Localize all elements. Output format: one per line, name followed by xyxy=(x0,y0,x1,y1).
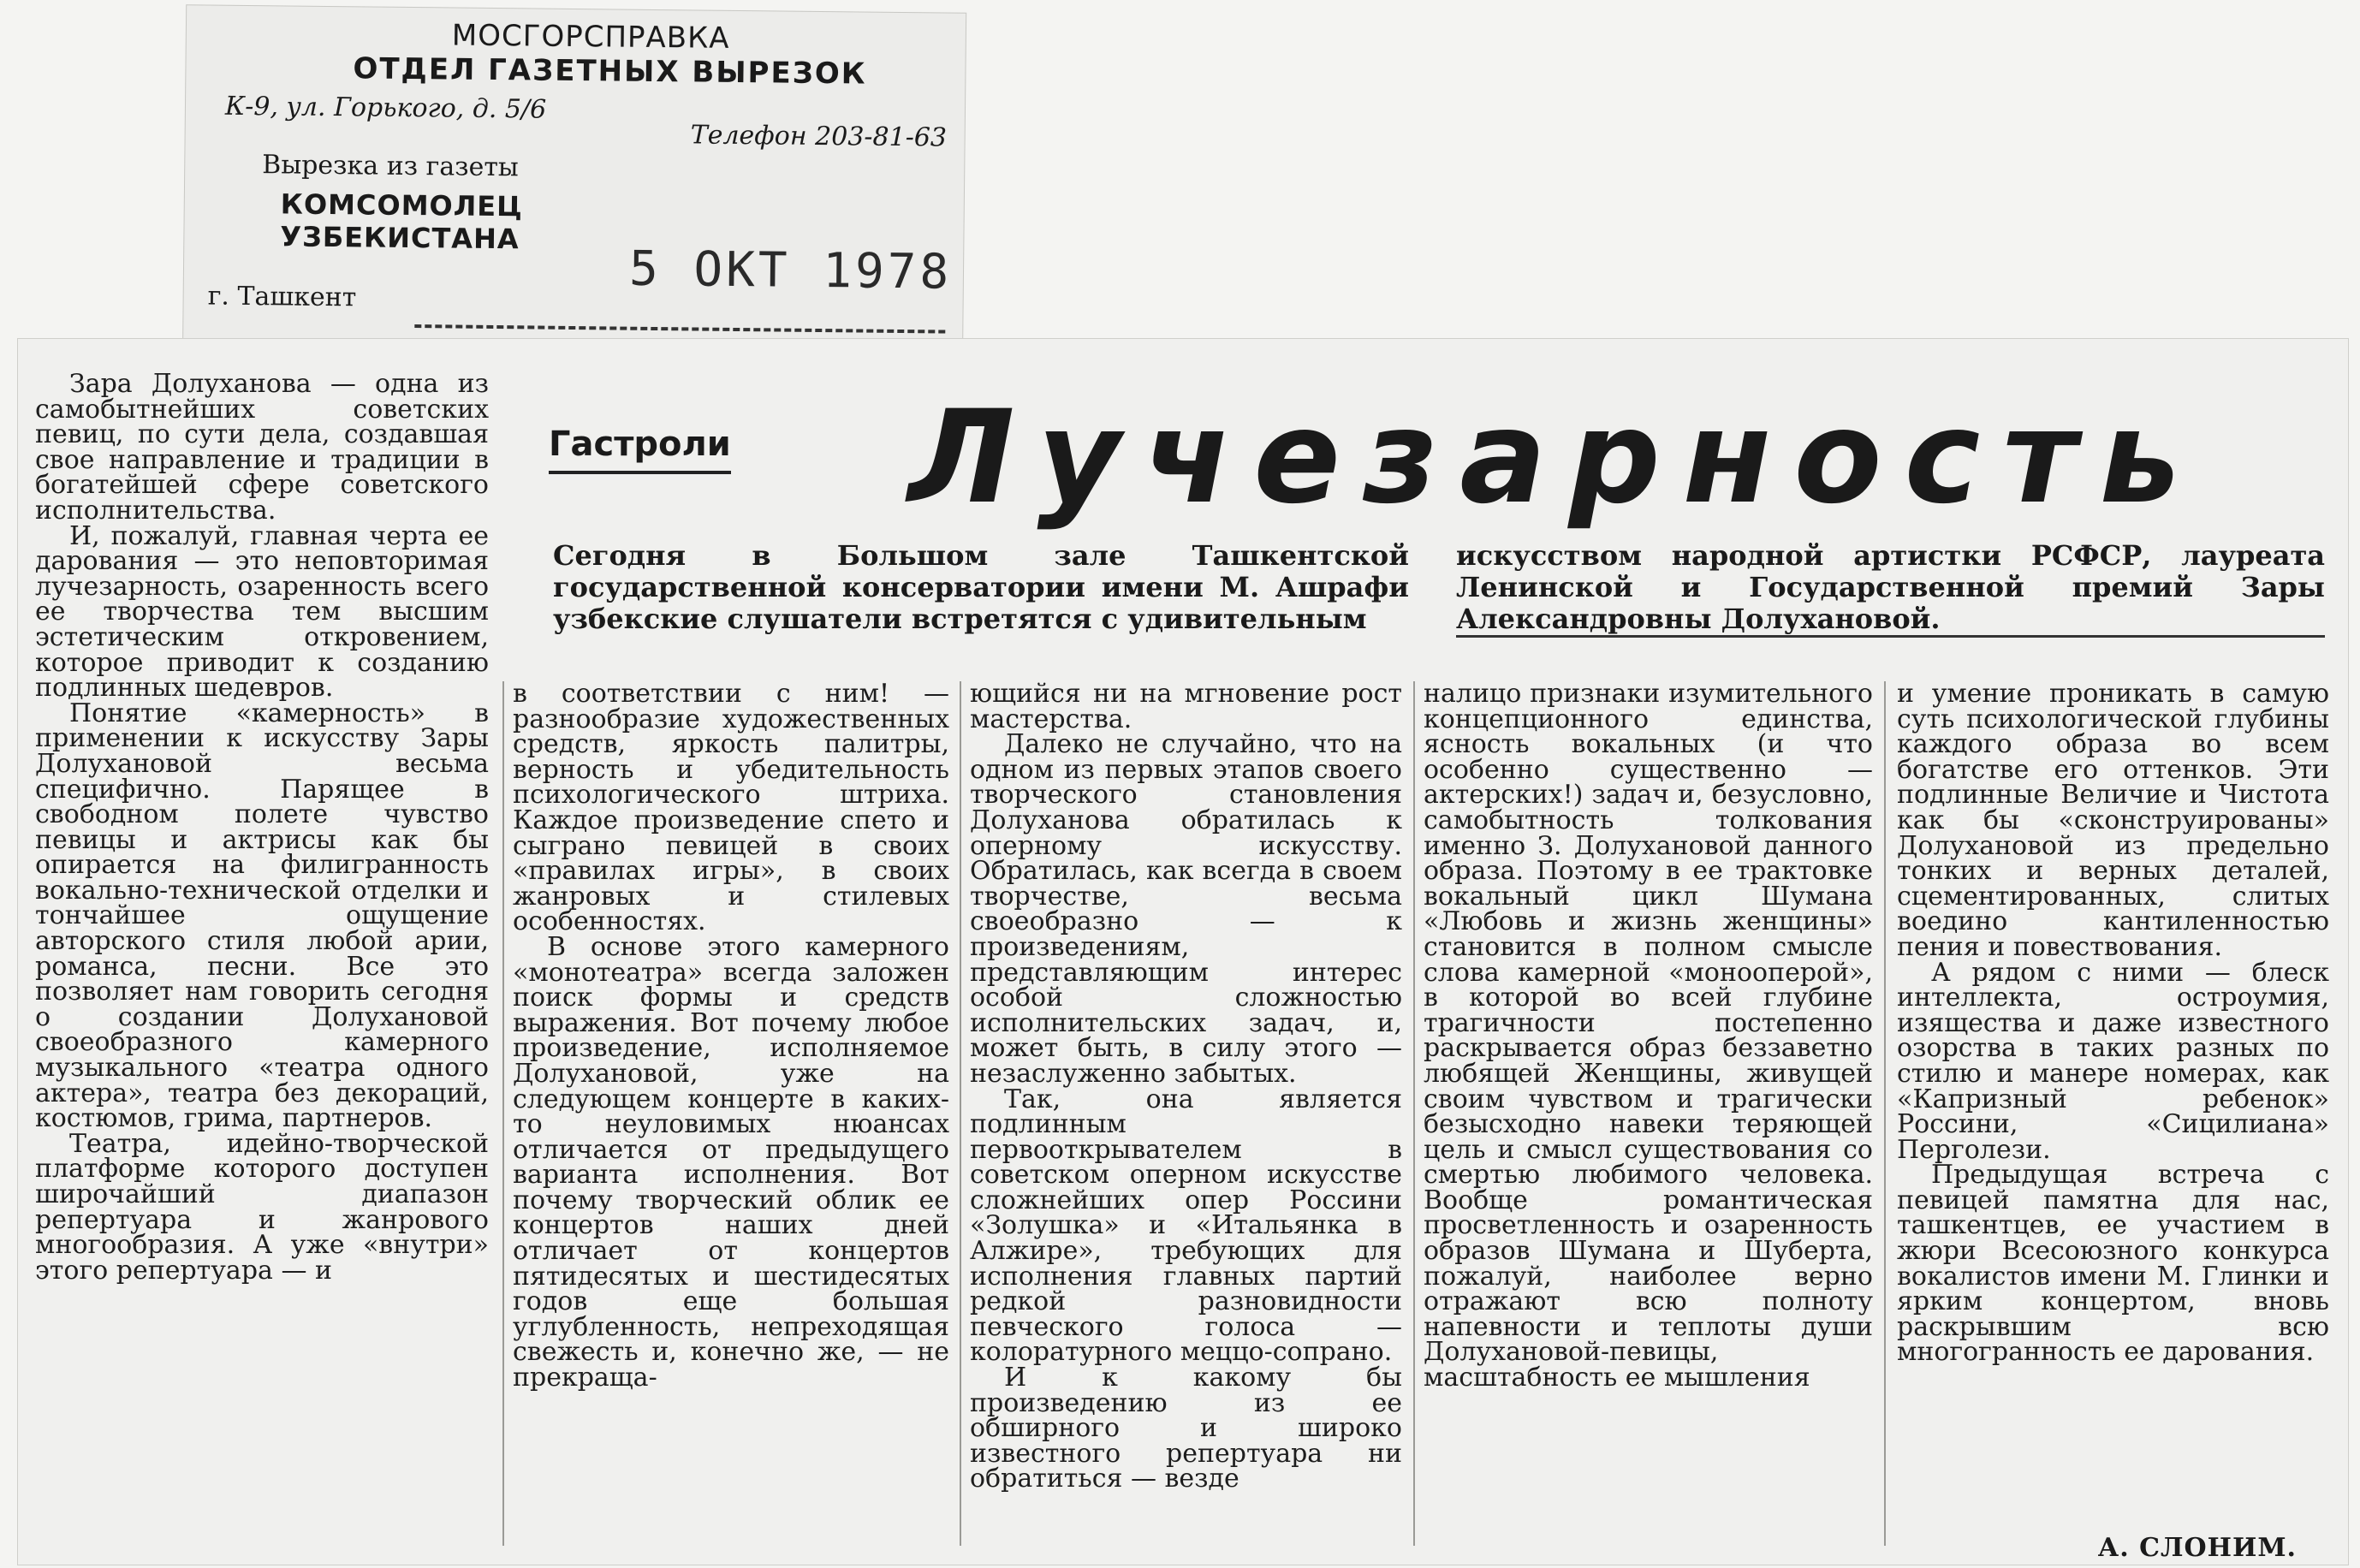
newspaper-clipping xyxy=(17,338,2349,1565)
stamp-dept: ОТДЕЛ ГАЗЕТНЫХ ВЫРЕЗОК xyxy=(353,51,867,92)
author-signature: А. СЛОНИМ. xyxy=(2097,1533,2297,1563)
clipping-service-stamp xyxy=(182,4,966,374)
article-paragraph: налицо признаки изумительного концепционного единства, ясность вокальных (и что особенно существенно — актерских!) задач и, безусловно, самобытность толкования именно З. Долухановой данного образа. Поэтому в ее трактовке вокальный цикл Шумана «Любовь и жизнь женщины» становится в полном смысле слова камерной «монооперой», в которой во всей глубине трагичности постепенно раскрывается образ беззаветно любящей Женщины, живущей своим чувством и трагически безысходно навеки теряющей цель и смысл существования со смертью любимого человека. Вообще романтическая просветленность и озаренность образов Шумана и Шуберта, пожалуй, наиболее верно отражают всю полноту напевности и теплоты души Долухановой-певицы, масштабность ее мышления xyxy=(1424,679,1873,1393)
article-paragraph: Понятие «камерность» в применении к искусству Зары Долухановой весьма специфично. Парящее в свободном полете чувство певицы и актрисы как бы опирается на филигранность вокально-технической отделки и тончайшее ощущение авторского стиля любой арии, романса, песни. Все это позволяет нам говорить сегодня о создании Долухановой своеобразного камерного музыкального «театра одного актера», театра без декораций, костюмов, грима, партнеров. xyxy=(35,698,489,1134)
article-paragraph: в соответствии с ним! — разнообразие художественных средств, яркость палитры, верность и убедительность психологического штриха. Каждое произведение спето и сыграно певицей в своих «правилах игры», в своих жанровых и стилевых особенностях. xyxy=(513,679,949,937)
article-column-1 xyxy=(35,369,489,1286)
stamp-newspaper: КОМСОМОЛЕЦ УЗБЕКИСТАНА xyxy=(280,187,524,256)
article-paragraph: ющийся ни на мгновение рост мастерства. xyxy=(970,679,1402,734)
article-paragraph: Театра, идейно-творческой платформе которого доступен широчайший диапазон репертуара и жанрового многообразия. А уже «внутри» этого репертуара — и xyxy=(35,1128,489,1286)
article-column-5 xyxy=(1897,679,2329,1368)
article-headline: Лучезарность xyxy=(908,383,2203,532)
article-column-3 xyxy=(970,681,1402,1492)
stamp-phone: Телефон 203-81-63 xyxy=(690,120,948,153)
stamp-city: г. Ташкент xyxy=(207,281,357,313)
stamp-divider xyxy=(414,324,945,333)
article-paragraph: Далеко не случайно, что на одном из первых этапов своего творческого становления Долуханова обратилась к оперному искусству. Обратилась, как всегда в своем творчестве, весьма своеобразно — к произведениям, представляющим интерес особой сложностью исполнительских задач, и, может быть, в силу этого — незаслуженно забытых. xyxy=(970,729,1402,1089)
article-paragraph: А рядом с ними — блеск интеллекта, остроумия, изящества и даже известного озорства в таких разных по стилю и манере номерах, как «Капризный ребенок» Россини, «Сицилиана» Перголези. xyxy=(1897,957,2329,1165)
stamp-org: МОСГОРСПРАВКА xyxy=(451,18,730,56)
column-separator xyxy=(502,681,504,1546)
article-paragraph: и умение проникать в самую суть психологической глубины каждого образа во всем богатстве его оттенков. Эти подлинные Величие и Чистота как бы «сконструированы» Долухановой из предельно тонких и верных деталей, сцементированных, слитых воедино кантиленностью пения и повествования. xyxy=(1897,679,2329,962)
rubric-label: Гастроли xyxy=(549,425,731,474)
column-separator xyxy=(1413,681,1415,1546)
article-paragraph: Так, она является подлинным первооткрывателем в советском оперном искусстве сложнейших опер Россини «Золушка» и «Итальянка в Алжире», требующих для исполнения главных партий редкой разновидности певческого голоса — колоратурного меццо-сопрано. xyxy=(970,1084,1402,1368)
stamp-cut-from: Вырезка из газеты xyxy=(262,150,519,183)
column-separator xyxy=(1884,681,1886,1546)
article-paragraph: Зара Долуханова — одна из самобытнейших советских певиц, по сути дела, создавшая свое направление и традиции в богатейшей сфере советского исполнительства. xyxy=(35,369,489,526)
column-separator xyxy=(960,681,961,1546)
article-column-2 xyxy=(513,681,949,1391)
article-paragraph: В основе этого камерного «монотеатра» всегда заложен поиск формы и средств выражения. Вот почему любое произведение, исполняемое Долухановой, уже на следующем концерте в каких-то неуловимых нюансах отличается от предыдущего варианта исполнения. Вот почему творческий облик ее концертов наших дней отличает от концертов пятидесятых и шестидесятых годов еще большая углубленность, непреходящая свежесть и, конечно же, — не прекраща- xyxy=(513,931,949,1393)
stamp-date: 5 ОКТ 1978 xyxy=(628,241,953,300)
article-paragraph: И к какому бы произведению из ее обширного и широко известного репертуара ни обратиться — везде xyxy=(970,1363,1402,1494)
lead-paragraph-left: Сегодня в Большом зале Ташкентской государственной консерватории имени М. Ашрафи узбекские слушатели встретятся с удивительным xyxy=(553,539,1409,635)
article-paragraph: И, пожалуй, главная черта ее дарования — это неповторимая лучезарность, озаренность всего ее творчества тем высшим эстетическим откровением, которое приводит к созданию подлинных шедевров. xyxy=(35,520,489,704)
article-column-4 xyxy=(1424,681,1873,1391)
stamp-address: К-9, ул. Горького, д. 5/6 xyxy=(224,91,547,125)
lead-paragraph-right: искусством народной артистки РСФСР, лауреата Ленинской и Государственной премий Зары Александровны Долухановой. xyxy=(1456,540,2325,638)
article-paragraph: Предыдущая встреча с певицей памятна для нас, ташкентцев, ее участием в жюри Всесоюзного конкурса вокалистов имени М. Глинки и ярким концертом, вновь раскрывшим всю многогранность ее дарования. xyxy=(1897,1160,2329,1368)
